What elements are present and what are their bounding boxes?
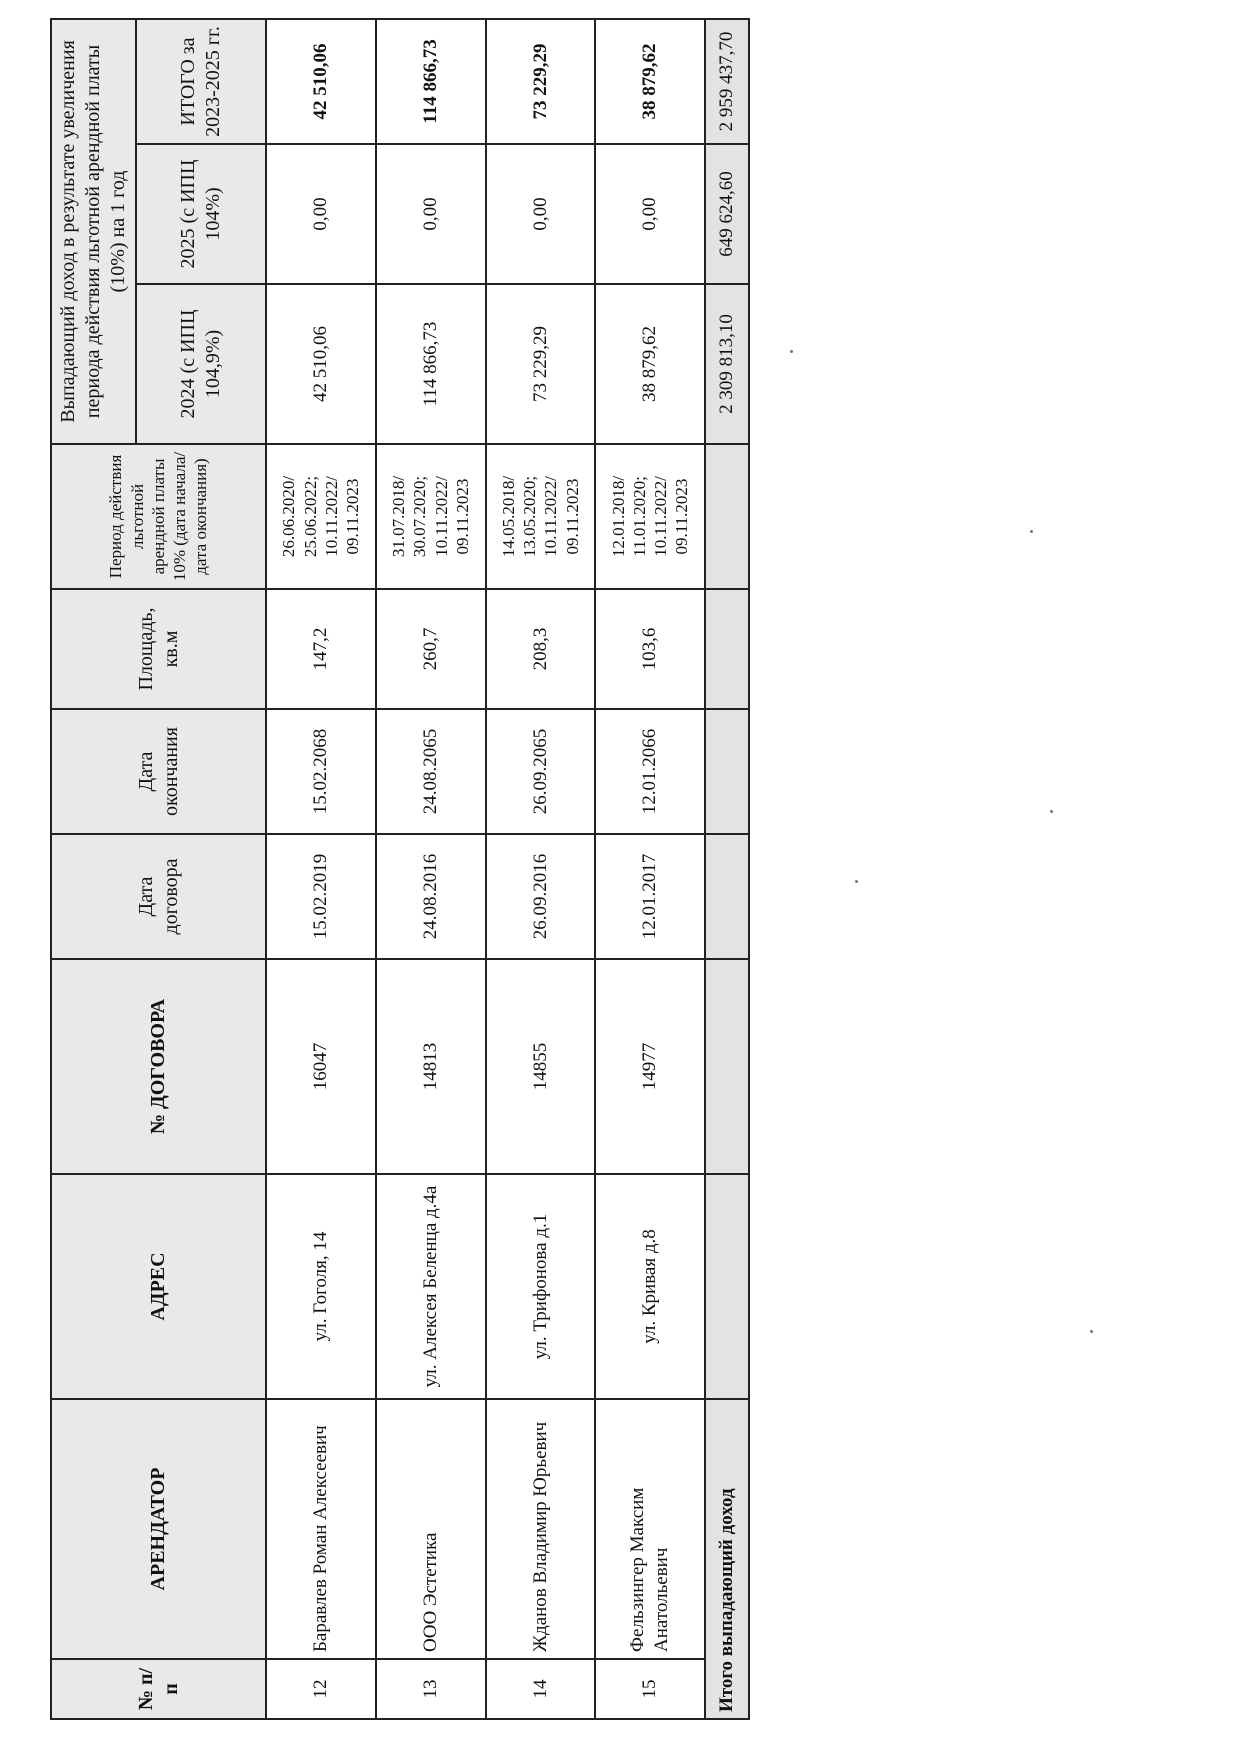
cell-contract-no: 16047 — [266, 959, 376, 1174]
header-address: АДРЕС — [51, 1174, 266, 1399]
totals-label: Итого выпадающий доход — [705, 1399, 749, 1719]
header-year-2024: 2024 (с ИПЦ 104,9%) — [136, 284, 266, 444]
cell-address: ул. Кривая д.8 — [595, 1174, 705, 1399]
cell-2024: 38 879,62 — [595, 284, 705, 444]
cell-period: 31.07.2018/ 30.07.2020; 10.11.2022/ 09.11.2023 — [376, 444, 486, 589]
cell-2025: 0,00 — [486, 144, 596, 284]
cell-period: 12.01.2018/ 11.01.2020; 10.11.2022/ 09.11.2023 — [595, 444, 705, 589]
header-contract-date: Дата договора — [51, 834, 266, 959]
cell-contract-no: 14977 — [595, 959, 705, 1174]
cell-2024: 114 866,73 — [376, 284, 486, 444]
scan-speck — [1030, 530, 1033, 533]
totals-2025: 649 624,60 — [705, 144, 749, 284]
cell-tenant: ООО Эстетика — [376, 1399, 486, 1659]
cell-address: ул. Гоголя, 14 — [266, 1174, 376, 1399]
totals-total: 2 959 437,70 — [705, 19, 749, 144]
scan-speck — [790, 350, 793, 353]
cell-2025: 0,00 — [266, 144, 376, 284]
scan-speck — [855, 880, 858, 883]
cell-total: 42 510,06 — [266, 19, 376, 144]
cell-end-date: 26.09.2065 — [486, 709, 596, 834]
scan-speck — [1050, 810, 1053, 813]
cell-contract-date: 26.09.2016 — [486, 834, 596, 959]
cell-total: 38 879,62 — [595, 19, 705, 144]
table-row — [595, 19, 705, 1719]
cell-total: 73 229,29 — [486, 19, 596, 144]
cell-num: 13 — [376, 1659, 486, 1719]
totals-2024: 2 309 813,10 — [705, 284, 749, 444]
cell-2024: 73 229,29 — [486, 284, 596, 444]
cell-area: 208,3 — [486, 589, 596, 709]
cell-num: 14 — [486, 1659, 596, 1719]
cell-area: 147,2 — [266, 589, 376, 709]
cell-2024: 42 510,06 — [266, 284, 376, 444]
cell-tenant: Жданов Владимир Юрьевич — [486, 1399, 596, 1659]
header-tenant: АРЕНДАТОР — [51, 1399, 266, 1659]
cell-address: ул. Трифонова д.1 — [486, 1174, 596, 1399]
cell-period: 26.06.2020/ 25.06.2022; 10.11.2022/ 09.11.2023 — [266, 444, 376, 589]
cell-tenant: Фельзингер Максим Анатольевич — [595, 1399, 705, 1659]
cell-period: 14.05.2018/ 13.05.2020; 10.11.2022/ 09.11.2023 — [486, 444, 596, 589]
cell-num: 12 — [266, 1659, 376, 1719]
cell-contract-date: 15.02.2019 — [266, 834, 376, 959]
cell-contract-no: 14855 — [486, 959, 596, 1174]
table-row — [266, 19, 376, 1719]
header-contract-no: № ДОГОВОРА — [51, 959, 266, 1174]
cell-num: 15 — [595, 1659, 705, 1719]
cell-area: 103,6 — [595, 589, 705, 709]
cell-tenant: Баравлев Роман Алексеевич — [266, 1399, 376, 1659]
lost-income-table — [50, 18, 750, 1720]
cell-end-date: 15.02.2068 — [266, 709, 376, 834]
cell-area: 260,7 — [376, 589, 486, 709]
header-period: Период действия льготной арендной платы 10% (дата начала/дата окончания) — [51, 444, 266, 589]
cell-total: 114 866,73 — [376, 19, 486, 144]
cell-address: ул. Алексея Беленца д.4а — [376, 1174, 486, 1399]
header-num: № п/п — [51, 1659, 266, 1719]
cell-2025: 0,00 — [595, 144, 705, 284]
scan-speck — [1090, 1330, 1093, 1333]
rotated-document-table — [50, 20, 750, 1720]
cell-contract-no: 14813 — [376, 959, 486, 1174]
table-row — [486, 19, 596, 1719]
cell-2025: 0,00 — [376, 144, 486, 284]
cell-end-date: 12.01.2066 — [595, 709, 705, 834]
cell-end-date: 24.08.2065 — [376, 709, 486, 834]
header-lost-income: Выпадающий доход в результате увеличения периода действия льготной арендной платы (10%) на 1 год — [51, 19, 136, 444]
cell-contract-date: 24.08.2016 — [376, 834, 486, 959]
table-row — [376, 19, 486, 1719]
totals-row — [705, 19, 749, 1719]
header-end-date: Дата окончания — [51, 709, 266, 834]
header-area: Площадь, кв.м — [51, 589, 266, 709]
cell-contract-date: 12.01.2017 — [595, 834, 705, 959]
header-year-2025: 2025 (с ИПЦ 104%) — [136, 144, 266, 284]
header-total: ИТОГО за 2023-2025 гг. — [136, 19, 266, 144]
